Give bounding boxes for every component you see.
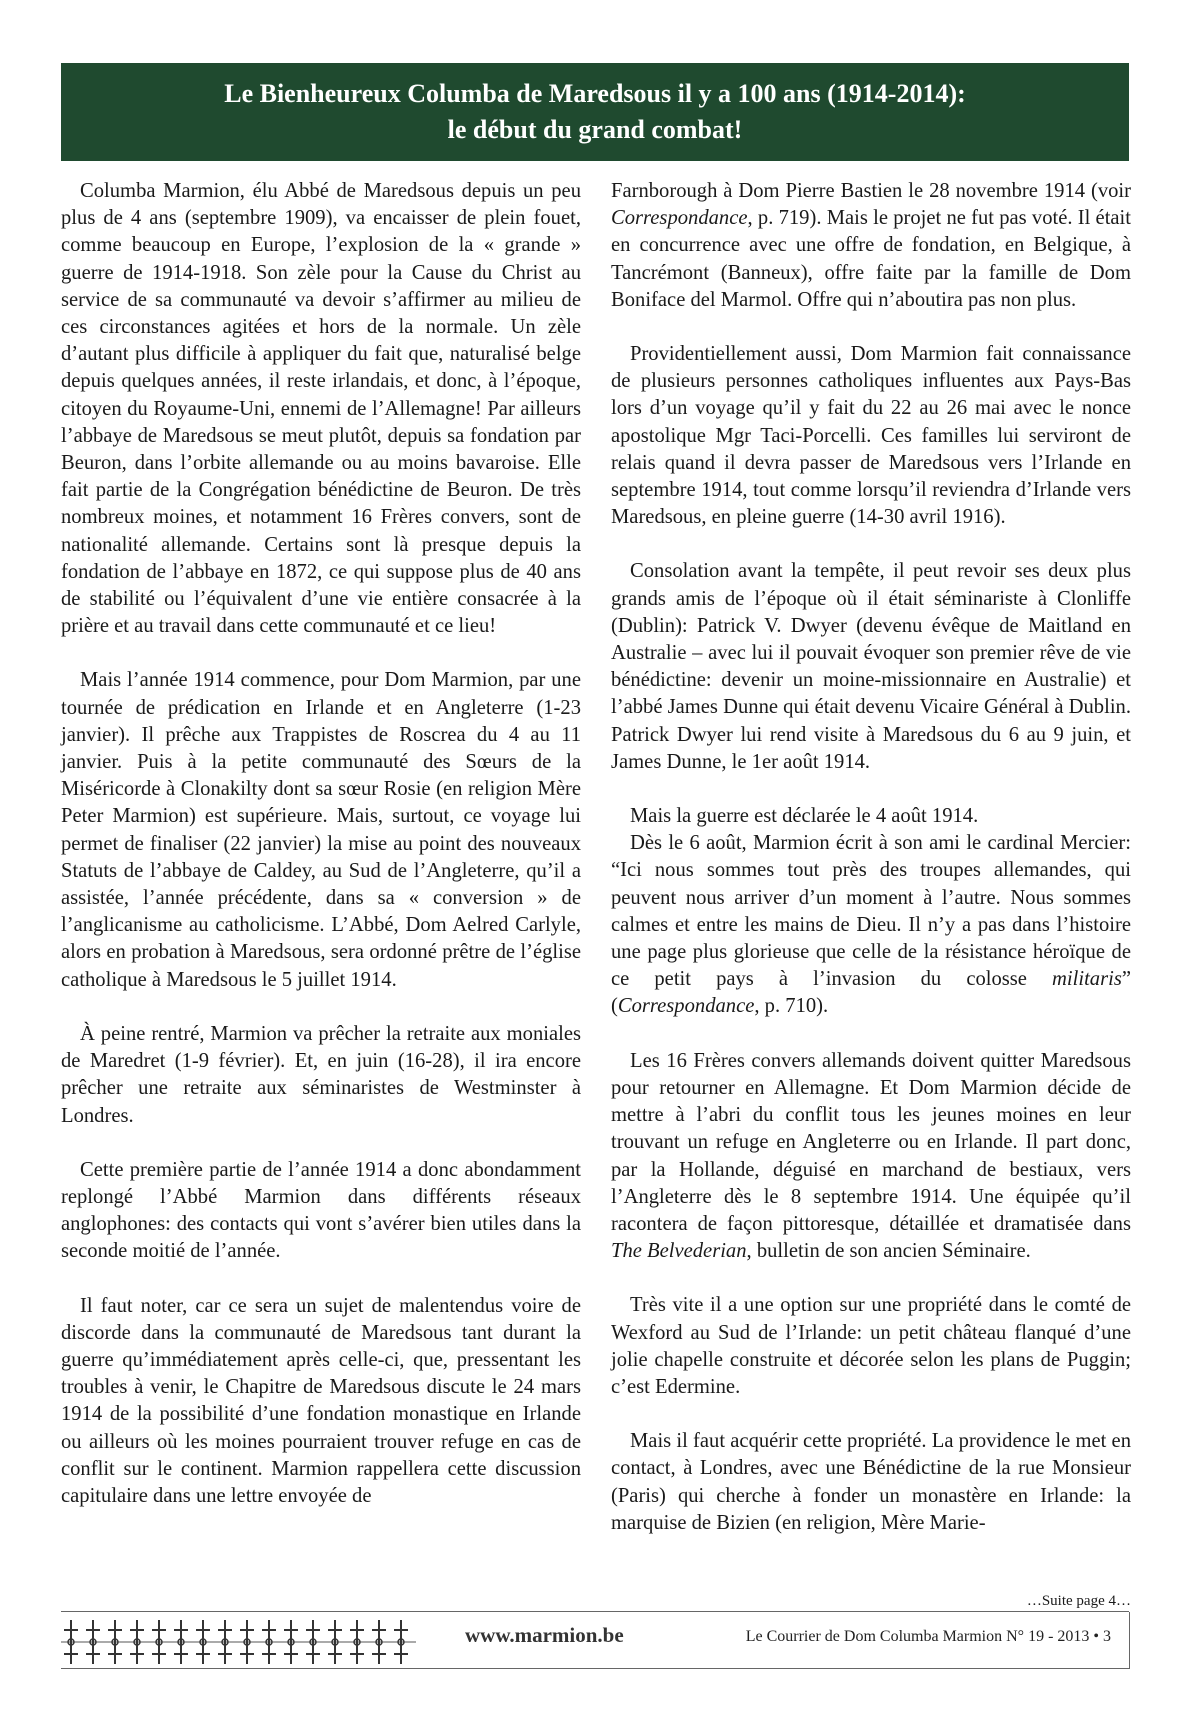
paragraph: À peine rentré, Marmion va prêcher la retraite aux moniales de Maredret (1-9 février). Et, en juin (16-28), il ira encore prêcher une retraite aux séminaristes de Westminster à Londres. — [61, 1022, 581, 1127]
paragraph: Mais il faut acquérir cette propriété. La providence le met en contact, à Londres, avec une Bénédictine de la rue Monsieur (Paris) qui cherche à fonder un monastère en Irlande: la marquise de Bizien (en religion, Mère Marie- — [611, 1430, 1131, 1534]
italic-title: Correspondance — [617, 995, 755, 1018]
italic-word: militaris — [1052, 968, 1122, 991]
right-column — [611, 178, 1131, 1537]
title-line-1: Le Bienheureux Columba de Maredsous il y a 100 ans (1914-2014): — [224, 79, 966, 108]
paragraph: Farnborough à Dom Pierre Bastien le 28 novembre 1914 (voir Correspondance, p. 719). Mais le projet ne fut pas voté. Il était en concurrence avec une offre de fondation, en Belgique, à Tancrémont (Banneux), offre faite par la famille de Dom Boniface del Marmol. Offre qui n’aboutira pas non plus. — [611, 180, 1131, 311]
paragraph: Consolation avant la tempête, il peut revoir ses deux plus grands amis de l’époque où il était séminariste à Clonliffe (Dublin): Patrick V. Dwyer (devenu évêque de Maitland en Australie – avec lui il pouvait évoquer son premier rêve de vie bénédictine: devenir un moine-missionnaire en Australie) et l’abbé James Dunne qui était devenu Vicaire Général à Dublin. Patrick Dwyer lui rend visite à Maredsous du 6 au 9 juin, et James Dunne, le 1er août 1914. — [611, 560, 1131, 773]
paragraph: Les 16 Frères convers allemands doivent quitter Maredsous pour retourner en Allemagne. Et Dom Marmion décide de mettre à l’abri du conflit tous les jeunes moines en leur trouvant un refuge en Angleterre ou en Irlande. Il part donc, par la Hollande, déguisé en marchand de bestiaux, vers l’Angleterre dès le 8 septembre 1914. Une équipée qu’il racontera de façon pittoresque, détaillée et dramatisée dans The Belvederian, bulletin de son ancien Séminaire. — [611, 1049, 1131, 1263]
paragraph: Providentiellement aussi, Dom Marmion fait connaissance de plusieurs personnes catholiques influentes aux Pays-Bas lors d’un voyage qu’il y fait du 22 au 26 mai avec le nonce apostolique Mgr Taci-Porcelli. Ces familles lui serviront de relais quand il devra passer de Maredsous vers l’Irlande en septembre 1914, tout comme lorsqu’il reviendra d’Irlande vers Maredsous, en pleine guerre (14-30 avril 1916). — [611, 343, 1131, 529]
paragraph: Il faut noter, car ce sera un sujet de malentendus voire de discorde dans la communauté de Maredsous tant durant la guerre qu’immédiatement après celle-ci, que, pressentant les troubles à venir, le Chapitre de Maredsous discute le 24 mars 1914 de la possibilité d’une fondation monastique en Irlande ou ailleurs où les moines pourraient trouver refuge en cas de conflit sur le continent. Marmion rappellera cette discussion capitulaire dans une lettre envoyée de — [61, 1294, 581, 1507]
header-banner — [61, 63, 1129, 161]
left-column — [61, 178, 581, 1510]
italic-title: Correspondance — [611, 207, 748, 230]
italic-title: The Belvederian — [611, 1240, 747, 1263]
paragraph: Très vite il a une option sur une propriété dans le comté de Wexford au Sud de l’Irlande: un petit château flanqué d’une jolie chapelle construite et décorée selon les plans de Puggin; c’est Edermine. — [611, 1294, 1131, 1398]
continuation-note: …Suite page 4… — [1026, 1593, 1131, 1609]
paragraph: Columba Marmion, élu Abbé de Maredsous depuis un peu plus de 4 ans (septembre 1909), va encaisser de plein fouet, comme beaucoup en Europe, l’explosion de la « grande » guerre de 1914-1918. Son zèle pour la Cause du Christ au service de sa communauté va devoir s’affirmer au milieu de ces circonstances agitées et hors de la normale. Un zèle d’autant plus difficile à appliquer du fait que, naturalisé belge depuis quelques années, il reste irlandais, et donc, à l’époque, citoyen du Royaume-Uni, ennemi de l’Allemagne! Par ailleurs l’abbaye de Maredsous se meut plutôt, depuis sa fondation par Beuron, dans l’orbite allemande ou au moins bavaroise. Elle fait partie de la Congrégation bénédictine de Beuron. De très nombreux moines, et notamment 16 Frères convers, sont de nationalité allemande. Certains sont là presque depuis la fondation de l’abbaye en 1872, ce qui suppose plus de 40 ans de stabilité ou l’équivalent d’une vie entière consacrée à la prière et au travail dans cette communauté et ce lieu! — [61, 180, 581, 638]
paragraph: Mais la guerre est déclarée le 4 août 1914. — [630, 805, 979, 828]
website-link[interactable]: www.marmion.be — [465, 1623, 624, 1647]
cross-ornament-icon — [61, 1618, 421, 1668]
paragraph: Dès le 6 août, Marmion écrit à son ami le cardinal Mercier: “Ici nous sommes tout près des troupes allemandes, qui peuvent nous arriver d’un moment à l’autre. Nous sommes calmes et entre les mains de Dieu. Il n’y a pas dans l’histoire une page plus glorieuse que celle de la résistance héroïque de ce petit pays à l’invasion du colosse militaris” (Correspondance, p. 710). — [611, 832, 1131, 1018]
publication-masthead: Le Courrier de Dom Columba Marmion N° 19 - 2013 • 3 — [745, 1628, 1111, 1645]
title-line-2: le début du grand combat! — [447, 115, 743, 144]
paragraph: Mais l’année 1914 commence, pour Dom Marmion, par une tournée de prédication en Irlande et en Angleterre (1-23 janvier). Il prêche aux Trappistes de Roscrea du 4 au 11 janvier. Puis à la petite communauté des Sœurs de la Miséricorde à Clonakilty dont sa sœur Rosie (en religion Mère Peter Marmion) est supérieure. Mais, surtout, ce voyage lui permet de finaliser (22 janvier) la mise au point des nouveaux Statuts de l’abbaye de Caldey, au Sud de l’Angleterre, qu’il a assistée, l’année précédente, dans sa « conversion » de l’anglicanisme au catholicisme. L’Abbé, Dom Aelred Carlyle, alors en probation à Maredsous, sera ordonné prêtre de l’église catholique à Maredsous le 5 juillet 1914. — [61, 669, 581, 991]
paragraph: Cette première partie de l’année 1914 a donc abondamment replongé l’Abbé Marmion dans différents réseaux anglophones: des contacts qui vont s’avérer bien utiles dans la seconde moitié de l’année. — [61, 1158, 581, 1263]
